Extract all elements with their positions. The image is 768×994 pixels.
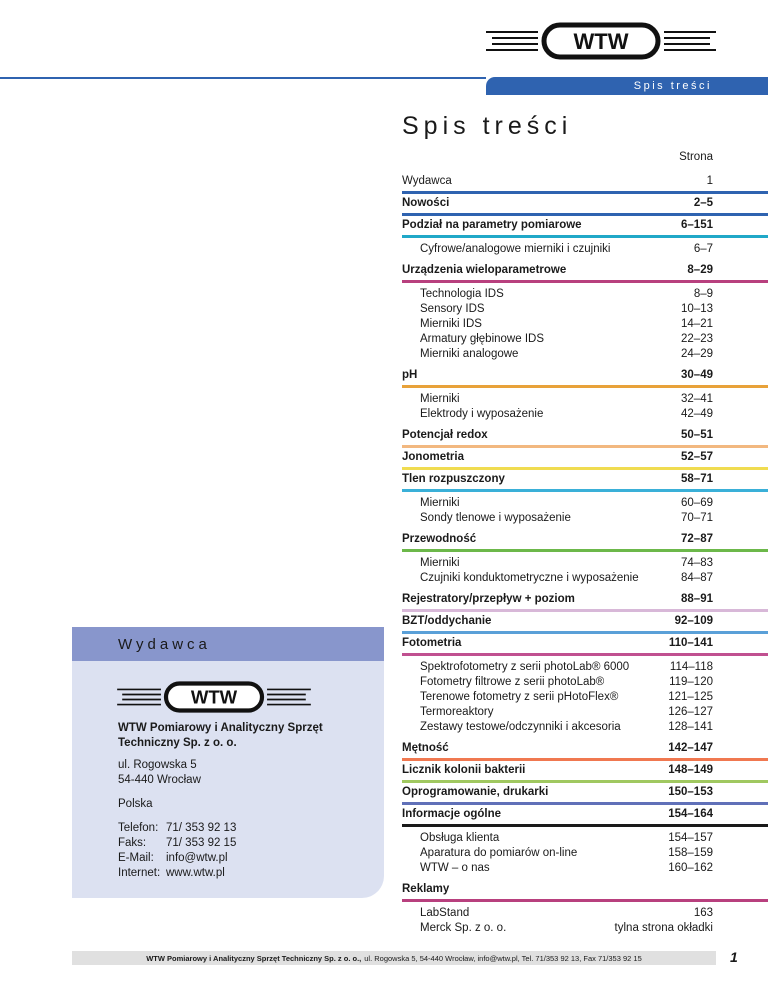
toc-subsection-page: 60–69 — [681, 497, 713, 509]
toc-subsection-list — [402, 902, 768, 940]
publisher-address: ul. Rogowska 5 54-440 Wrocław — [118, 759, 201, 786]
toc-section — [402, 426, 713, 445]
toc-subsection — [420, 690, 713, 705]
toc-subsection — [420, 317, 713, 332]
toc-subsection-label: Spektrofotometry z serii photoLab® 6000 — [420, 661, 630, 673]
svg-text:WTW: WTW — [573, 29, 629, 54]
toc-subsection-label: WTW – o nas — [420, 862, 490, 874]
toc-section — [402, 366, 713, 385]
toc-subsection-label: Zestawy testowe/odczynniki i akcesoria — [420, 721, 621, 733]
toc-section — [402, 216, 713, 235]
toc-section-page: 150–153 — [668, 786, 713, 798]
contact-label: Faks: — [118, 837, 147, 849]
toc-section-label: Podział na parametry pomiarowe — [402, 219, 582, 231]
toc-section-page: 1 — [706, 175, 713, 187]
toc-section-label: BZT/oddychanie — [402, 615, 492, 627]
toc-section-label: Jonometria — [402, 451, 464, 463]
toc-subsection-list — [402, 388, 768, 426]
toc-section — [402, 194, 713, 213]
toc-subsection-label: Obsługa klienta — [420, 832, 500, 844]
toc-subsection-page: 6–7 — [693, 243, 713, 255]
toc-subsection-label: Mierniki — [420, 557, 460, 569]
contact-value: info@wtw.pl — [166, 852, 228, 864]
toc-section-label: Licznik kolonii bakterii — [402, 764, 526, 776]
publisher-company: WTW Pomiarowy i Analityczny Sprzęt Techniczny Sp. z o. o. — [118, 722, 323, 749]
contact-label: E-Mail: — [118, 852, 154, 864]
toc-subsection-label: Fotometry filtrowe z serii photoLab® — [420, 676, 605, 688]
contact-row — [118, 836, 236, 851]
toc-subsection-list — [402, 552, 768, 590]
toc-subsection-label: Mierniki — [420, 393, 460, 405]
toc-section — [402, 590, 713, 609]
toc-subsection — [420, 496, 713, 511]
toc-section-page: 148–149 — [668, 764, 713, 776]
toc-subsection-page: 24–29 — [681, 348, 713, 360]
toc-subsection — [420, 921, 713, 936]
toc-subsection-list — [402, 656, 768, 739]
contact-value: www.wtw.pl — [166, 867, 225, 879]
toc-subsection-page: 70–71 — [681, 512, 713, 524]
contact-label: Internet: — [118, 867, 161, 879]
toc-section — [402, 739, 713, 758]
toc-subsection — [420, 332, 713, 347]
toc-section — [402, 783, 713, 802]
toc-subsection — [420, 660, 713, 675]
toc-subsection-page: 114–118 — [669, 661, 713, 673]
contact-value: 71/ 353 92 13 — [166, 822, 237, 834]
toc-subsection — [420, 861, 713, 876]
toc-section — [402, 880, 713, 899]
toc-subsection-label: Armatury głębinowe IDS — [420, 333, 544, 345]
toc-section-page: 154–164 — [668, 808, 713, 820]
toc-subsection-page: 158–159 — [668, 847, 713, 859]
toc-section-label: Fotometria — [402, 637, 462, 649]
toc-subsection-list — [402, 492, 768, 530]
toc-subsection-page: 22–23 — [681, 333, 713, 345]
page-number: 1 — [730, 949, 738, 965]
header-rule — [0, 77, 486, 79]
toc-section-label: pH — [402, 369, 418, 381]
toc-subsection — [420, 571, 713, 586]
toc-subsection-page: 160–162 — [668, 862, 713, 874]
toc-subsection-label: Cyfrowe/analogowe mierniki i czujniki — [420, 243, 611, 255]
toc-subsection-label: Mierniki analogowe — [420, 348, 519, 360]
toc-section — [402, 530, 713, 549]
toc-section-page: 2–5 — [693, 197, 713, 209]
toc-subsection-page: tylna strona okładki — [614, 922, 713, 934]
toc-section-page: 92–109 — [674, 615, 713, 627]
toc-section — [402, 805, 713, 824]
page-title: Spis treści — [402, 112, 573, 140]
toc-section-page: 50–51 — [681, 429, 713, 441]
toc-section-page: 142–147 — [668, 742, 713, 754]
toc-section-label: Informacje ogólne — [402, 808, 502, 820]
toc-section — [402, 261, 713, 280]
toc-subsection-label: LabStand — [420, 907, 470, 919]
toc-subsection-page: 84–87 — [681, 572, 713, 584]
toc-section — [402, 634, 713, 653]
toc-subsection-page: 8–9 — [693, 288, 713, 300]
publisher-heading: Wydawca — [72, 627, 384, 661]
toc-subsection — [420, 347, 713, 362]
toc-subsection-label: Sondy tlenowe i wyposażenie — [420, 512, 571, 524]
footer-company: WTW Pomiarowy i Analityczny Sprzęt Techniczny Sp. z o. o., — [146, 953, 362, 963]
toc-subsection-page: 32–41 — [681, 393, 713, 405]
toc-subsection — [420, 407, 713, 422]
publisher-contacts — [118, 821, 236, 881]
toc-section-page: 6–151 — [681, 219, 713, 231]
toc-subsection — [420, 302, 713, 317]
toc-subsection-page: 121–125 — [668, 691, 713, 703]
toc-subsection — [420, 556, 713, 571]
page-column-label: Strona — [679, 151, 713, 163]
toc-section — [402, 448, 713, 467]
toc-section-label: Reklamy — [402, 883, 450, 895]
footer-bar — [72, 951, 716, 965]
toc-subsection-page: 163 — [693, 907, 713, 919]
toc-subsection-label: Sensory IDS — [420, 303, 485, 315]
wtw-logo — [108, 681, 320, 713]
toc-subsection-label: Czujniki konduktometryczne i wyposażenie — [420, 572, 639, 584]
toc-subsection-label: Elektrody i wyposażenie — [420, 408, 544, 420]
toc-section-label: Wydawca — [402, 175, 452, 187]
toc-section — [402, 612, 713, 631]
toc-subsection — [420, 705, 713, 720]
toc-section-page: 110–141 — [668, 637, 713, 649]
toc-subsection-page: 42–49 — [681, 408, 713, 420]
wtw-logo — [486, 22, 716, 60]
contact-row — [118, 821, 236, 836]
table-of-contents — [402, 172, 768, 940]
toc-subsection — [420, 846, 713, 861]
toc-subsection-page: 14–21 — [681, 318, 713, 330]
toc-subsection-label: Merck Sp. z o. o. — [420, 922, 507, 934]
contact-row — [118, 866, 236, 881]
footer-details: ul. Rogowska 5, 54-440 Wrocław, info@wtw.pl, Tel. 71/353 92 13, Fax 71/353 92 15 — [364, 953, 642, 963]
toc-section-page: 72–87 — [681, 533, 713, 545]
toc-subsection-label: Mierniki IDS — [420, 318, 482, 330]
toc-section-page: 8–29 — [687, 264, 713, 276]
toc-section-label: Nowości — [402, 197, 450, 209]
toc-section-label: Mętność — [402, 742, 449, 754]
toc-subsection-page: 126–127 — [668, 706, 713, 718]
toc-section-label: Potencjał redox — [402, 429, 488, 441]
toc-subsection-page: 10–13 — [681, 303, 713, 315]
toc-subsection-page: 119–120 — [669, 676, 713, 688]
toc-subsection — [420, 392, 713, 407]
publisher-country: Polska — [118, 798, 153, 810]
toc-subsection-page: 128–141 — [668, 721, 713, 733]
toc-subsection — [420, 511, 713, 526]
toc-section-label: Rejestratory/przepływ + poziom — [402, 593, 575, 605]
toc-section-label: Tlen rozpuszczony — [402, 473, 505, 485]
toc-subsection — [420, 287, 713, 302]
toc-subsection-list — [402, 827, 768, 880]
toc-subsection — [420, 242, 713, 257]
contact-row — [118, 851, 236, 866]
publisher-box — [72, 627, 384, 898]
contact-label: Telefon: — [118, 822, 159, 834]
toc-section — [402, 470, 713, 489]
toc-section-page: 52–57 — [681, 451, 713, 463]
toc-section — [402, 761, 713, 780]
toc-section — [402, 172, 713, 191]
toc-subsection-label: Aparatura do pomiarów on-line — [420, 847, 578, 859]
toc-section-page: 88–91 — [681, 593, 713, 605]
toc-subsection — [420, 720, 713, 735]
toc-section-label: Oprogramowanie, drukarki — [402, 786, 549, 798]
toc-section-page: 58–71 — [681, 473, 713, 485]
toc-subsection — [420, 675, 713, 690]
toc-subsection-label: Mierniki — [420, 497, 460, 509]
contact-value: 71/ 353 92 15 — [166, 837, 237, 849]
toc-subsection-list — [402, 238, 768, 261]
toc-section-label: Przewodność — [402, 533, 477, 545]
section-tab: Spis treści — [486, 77, 768, 95]
toc-subsection-list — [402, 283, 768, 366]
toc-subsection — [420, 906, 713, 921]
toc-subsection-page: 154–157 — [668, 832, 713, 844]
svg-text:WTW: WTW — [190, 686, 238, 708]
toc-section-page: 30–49 — [681, 369, 713, 381]
toc-subsection-label: Termoreaktory — [420, 706, 494, 718]
toc-section-label: Urządzenia wieloparametrowe — [402, 264, 567, 276]
toc-subsection-label: Technologia IDS — [420, 288, 504, 300]
toc-subsection-page: 74–83 — [681, 557, 713, 569]
toc-subsection-label: Terenowe fotometry z serii pHotoFlex® — [420, 691, 619, 703]
toc-subsection — [420, 831, 713, 846]
